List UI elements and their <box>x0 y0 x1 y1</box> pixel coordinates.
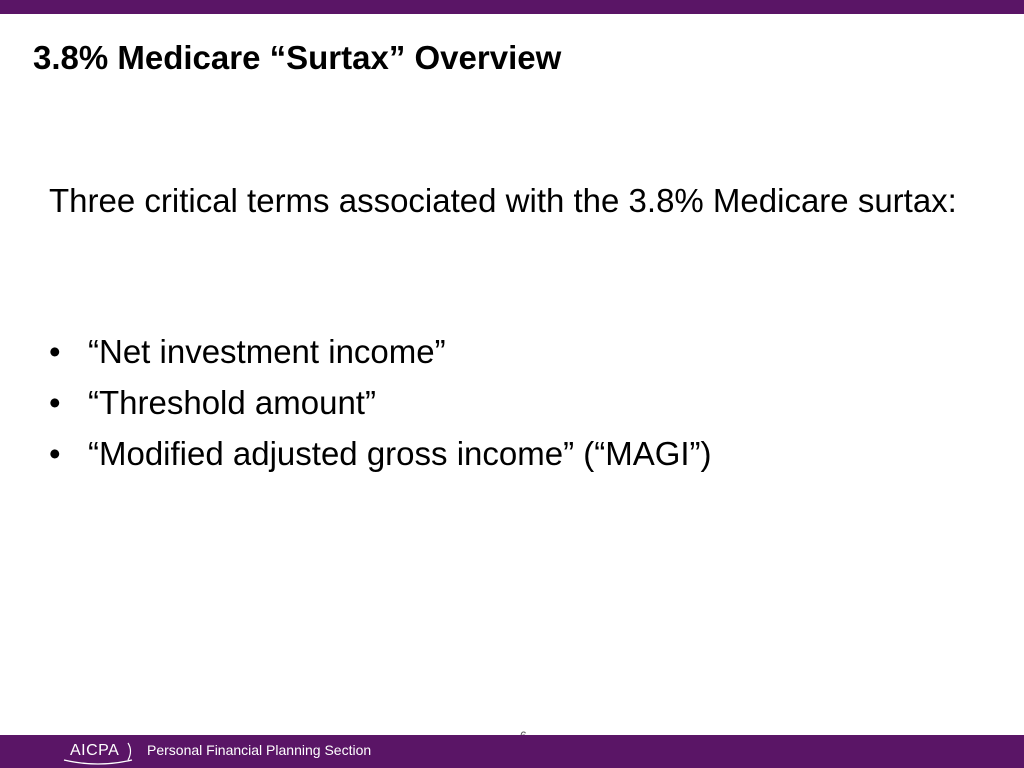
list-item <box>49 428 712 479</box>
bullet-marker: • <box>49 384 61 421</box>
bullet-text: “Modified adjusted gross income” (“MAGI”) <box>88 435 712 472</box>
bullet-marker: • <box>49 435 61 472</box>
term-list <box>49 326 712 479</box>
section-label: Personal Financial Planning Section <box>147 742 372 758</box>
slide-title: 3.8% Medicare “Surtax” Overview <box>33 39 562 76</box>
intro-text: Three critical terms associated with the 3.8% Medicare surtax: <box>49 182 957 219</box>
footer-bar <box>0 735 1024 768</box>
bullet-text: “Net investment income” <box>88 333 446 370</box>
bullet-marker: • <box>49 333 61 370</box>
bullet-text: “Threshold amount” <box>88 384 376 421</box>
top-accent-bar <box>0 0 1024 14</box>
aicpa-logo <box>62 737 134 765</box>
logo-text: AICPA <box>70 742 120 759</box>
list-item <box>49 377 712 428</box>
list-item <box>49 326 712 377</box>
